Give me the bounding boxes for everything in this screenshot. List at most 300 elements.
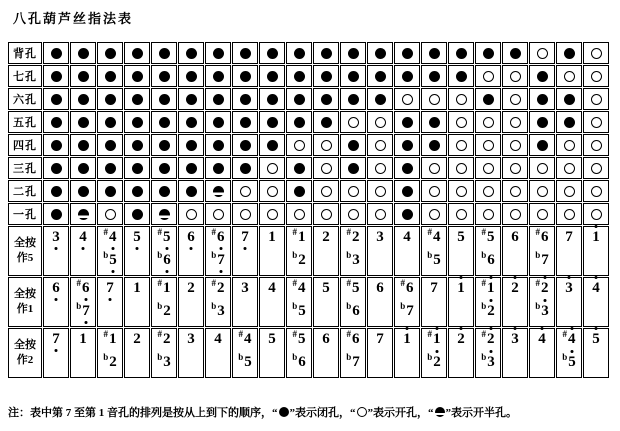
fingering-cell — [583, 88, 609, 110]
note-digit: 3 — [352, 252, 360, 268]
fingering-cell — [124, 157, 150, 179]
note-digit: 7 — [82, 303, 90, 319]
closed-hole-icon — [51, 48, 62, 59]
closed-hole-icon — [537, 140, 548, 151]
fingering-cell — [43, 88, 69, 110]
note-cell — [529, 328, 555, 378]
note-cell — [178, 226, 204, 276]
open-hole-icon — [321, 209, 332, 220]
sharp-sign: # — [346, 227, 351, 237]
fingering-cell — [178, 157, 204, 179]
open-hole-icon — [564, 71, 575, 82]
closed-hole-icon — [78, 186, 89, 197]
fingering-cell — [232, 111, 258, 133]
closed-hole-icon — [510, 48, 521, 59]
fingering-cell — [259, 180, 285, 202]
note-digit: 5 — [322, 280, 330, 296]
footnote-text-4: ”表示开半孔。 — [445, 407, 517, 419]
fingering-cell — [97, 203, 123, 225]
fingering-cell — [421, 203, 447, 225]
note-cell — [367, 277, 393, 327]
fingering-cell — [475, 157, 501, 179]
fingering-cell — [232, 42, 258, 64]
fingering-cell — [43, 180, 69, 202]
closed-hole-icon — [348, 94, 359, 105]
fingering-cell — [232, 88, 258, 110]
note-cell — [313, 328, 339, 378]
fingering-cell — [70, 134, 96, 156]
open-hole-icon — [510, 117, 521, 128]
fingering-cell — [448, 42, 474, 64]
fingering-cell — [124, 42, 150, 64]
note-digit: 7 — [565, 229, 573, 245]
closed-hole-icon — [402, 186, 413, 197]
note-digit: 4 — [298, 280, 306, 296]
open-hole-icon — [510, 94, 521, 105]
closed-hole-icon — [132, 117, 143, 128]
footnote — [8, 404, 616, 420]
sharp-sign: # — [481, 227, 486, 237]
fingering-cell — [502, 65, 528, 87]
note-cell — [340, 226, 366, 276]
fingering-cell — [151, 65, 177, 87]
note-digit: 6 — [163, 252, 171, 268]
note-digit: 5 — [298, 303, 306, 319]
note-digit: 3 — [376, 229, 384, 245]
open-hole-icon — [267, 163, 278, 174]
fingering-cell — [178, 111, 204, 133]
closed-hole-icon — [375, 71, 386, 82]
note-digit: 7 — [376, 331, 384, 347]
fingering-cell — [583, 111, 609, 133]
note-digit: 4 — [568, 331, 576, 347]
note-cell — [448, 328, 474, 378]
open-hole-icon — [348, 117, 359, 128]
note-digit: 6 — [187, 229, 195, 245]
open-hole-icon — [591, 71, 602, 82]
sharp-sign: # — [157, 227, 162, 237]
note-cell — [232, 277, 258, 327]
fingering-cell — [502, 180, 528, 202]
note-digit: 1 — [457, 280, 465, 296]
fingering-cell — [124, 203, 150, 225]
closed-hole-icon — [402, 117, 413, 128]
fingering-table — [8, 42, 609, 378]
open-hole-icon — [456, 94, 467, 105]
fingering-cell — [205, 42, 231, 64]
closed-hole-icon — [132, 186, 143, 197]
open-hole-icon — [483, 140, 494, 151]
fingering-cell — [583, 65, 609, 87]
fingering-cell — [367, 42, 393, 64]
closed-hole-icon — [240, 48, 251, 59]
fingering-cell — [529, 65, 555, 87]
fingering-cell — [151, 134, 177, 156]
closed-hole-icon — [132, 209, 143, 220]
fingering-cell — [448, 88, 474, 110]
flat-sign: b — [481, 250, 487, 260]
note-cell — [151, 226, 177, 276]
closed-hole-icon — [279, 407, 289, 417]
note-cell — [259, 328, 285, 378]
flat-sign: b — [211, 250, 217, 260]
fingering-cell — [124, 88, 150, 110]
flat-sign: b — [157, 301, 163, 311]
fingering-cell — [286, 111, 312, 133]
open-hole-icon — [564, 209, 575, 220]
fingering-cell — [259, 111, 285, 133]
fingering-cell — [448, 157, 474, 179]
closed-hole-icon — [294, 163, 305, 174]
closed-hole-icon — [402, 163, 413, 174]
closed-hole-icon — [159, 48, 170, 59]
note-digit: 2 — [109, 354, 117, 370]
note-cell — [529, 277, 555, 327]
note-digit: 7 — [541, 252, 549, 268]
fingering-cell — [232, 203, 258, 225]
note-digit: 6 — [406, 280, 414, 296]
sharp-sign: # — [157, 278, 162, 288]
note-digit: 7 — [406, 303, 414, 319]
open-hole-icon — [510, 163, 521, 174]
fingering-cell — [448, 180, 474, 202]
fingering-cell — [178, 203, 204, 225]
fingering-cell — [97, 157, 123, 179]
closed-hole-icon — [132, 71, 143, 82]
fingering-cell — [421, 134, 447, 156]
closed-hole-icon — [186, 71, 197, 82]
sharp-sign: # — [292, 227, 297, 237]
note-digit: 3 — [187, 331, 195, 347]
note-cell — [97, 277, 123, 327]
fingering-cell — [340, 88, 366, 110]
sharp-sign: # — [427, 329, 432, 339]
closed-hole-icon — [240, 71, 251, 82]
note-digit: 1 — [298, 229, 306, 245]
note-digit: 1 — [487, 280, 495, 296]
fingering-cell — [340, 157, 366, 179]
flat-sign: b — [292, 301, 298, 311]
closed-hole-icon — [429, 140, 440, 151]
closed-hole-icon — [105, 94, 116, 105]
closed-hole-icon — [159, 71, 170, 82]
fingering-cell — [556, 203, 582, 225]
note-digit: 4 — [538, 331, 546, 347]
note-digit: 7 — [217, 252, 225, 268]
sharp-sign: # — [535, 227, 540, 237]
sharp-sign: # — [562, 329, 567, 339]
closed-hole-icon — [51, 140, 62, 151]
fingering-cell — [475, 203, 501, 225]
fingering-cell — [529, 134, 555, 156]
note-digit: 5 — [433, 252, 441, 268]
note-digit: 2 — [541, 280, 549, 296]
fingering-cell — [529, 88, 555, 110]
open-hole-icon — [375, 209, 386, 220]
note-cell — [583, 226, 609, 276]
closed-hole-icon — [78, 163, 89, 174]
note-digit: 2 — [433, 354, 441, 370]
fingering-cell — [556, 111, 582, 133]
closed-hole-icon — [159, 186, 170, 197]
fingering-cell — [475, 134, 501, 156]
note-digit: 5 — [133, 229, 141, 245]
fingering-cell — [286, 65, 312, 87]
closed-hole-icon — [186, 117, 197, 128]
closed-hole-icon — [132, 94, 143, 105]
open-hole-icon — [267, 186, 278, 197]
sharp-sign: # — [535, 278, 540, 288]
open-hole-icon — [456, 163, 467, 174]
note-digit: 6 — [352, 303, 360, 319]
note-digit: 6 — [217, 229, 225, 245]
fingering-cell — [529, 180, 555, 202]
note-cell — [448, 226, 474, 276]
flat-sign: b — [76, 301, 82, 311]
fingering-cell — [232, 65, 258, 87]
closed-hole-icon — [78, 117, 89, 128]
flat-sign: b — [427, 352, 433, 362]
fingering-cell — [43, 134, 69, 156]
fingering-cell — [583, 180, 609, 202]
open-hole-icon — [357, 407, 367, 417]
open-hole-icon — [510, 140, 521, 151]
sharp-sign: # — [103, 227, 108, 237]
fingering-cell — [70, 180, 96, 202]
note-digit: 1 — [109, 331, 117, 347]
open-hole-icon — [267, 209, 278, 220]
note-cell — [502, 328, 528, 378]
fingering-cell — [151, 42, 177, 64]
fingering-cell — [178, 134, 204, 156]
closed-hole-icon — [402, 209, 413, 220]
fingering-cell — [367, 65, 393, 87]
note-cell — [556, 226, 582, 276]
fingering-cell — [97, 65, 123, 87]
flat-sign: b — [292, 250, 298, 260]
flat-sign: b — [427, 250, 433, 260]
open-hole-icon — [537, 209, 548, 220]
fingering-cell — [205, 134, 231, 156]
note-digit: 5 — [163, 229, 171, 245]
open-hole-icon — [510, 186, 521, 197]
fingering-cell — [259, 157, 285, 179]
flat-sign: b — [103, 352, 109, 362]
fingering-cell — [259, 42, 285, 64]
fingering-cell — [286, 88, 312, 110]
closed-hole-icon — [402, 48, 413, 59]
closed-hole-icon — [483, 94, 494, 105]
closed-hole-icon — [186, 163, 197, 174]
note-digit: 1 — [163, 280, 171, 296]
closed-hole-icon — [132, 48, 143, 59]
open-hole-icon — [321, 140, 332, 151]
closed-hole-icon — [348, 71, 359, 82]
fingering-cell — [367, 203, 393, 225]
fingering-cell — [421, 65, 447, 87]
fingering-cell — [448, 203, 474, 225]
closed-hole-icon — [375, 48, 386, 59]
sharp-sign: # — [292, 278, 297, 288]
fingering-cell — [394, 134, 420, 156]
flat-sign: b — [481, 301, 487, 311]
closed-hole-icon — [186, 48, 197, 59]
fingering-cell — [70, 157, 96, 179]
note-digit: 5 — [568, 354, 576, 370]
fingering-cell — [529, 42, 555, 64]
fingering-cell — [313, 111, 339, 133]
fingering-cell — [448, 111, 474, 133]
sharp-sign: # — [427, 227, 432, 237]
note-digit: 5 — [298, 331, 306, 347]
closed-hole-icon — [51, 163, 62, 174]
note-digit: 3 — [163, 354, 171, 370]
flat-sign: b — [346, 352, 352, 362]
note-digit: 1 — [79, 331, 87, 347]
fingering-cell — [43, 65, 69, 87]
closed-hole-icon — [564, 94, 575, 105]
fingering-cell — [421, 88, 447, 110]
note-digit: 3 — [541, 303, 549, 319]
note-cell — [502, 277, 528, 327]
closed-hole-icon — [402, 140, 413, 151]
closed-hole-icon — [213, 163, 224, 174]
fingering-cell — [475, 42, 501, 64]
closed-hole-icon — [240, 140, 251, 151]
closed-hole-icon — [294, 71, 305, 82]
open-hole-icon — [240, 209, 251, 220]
fingering-cell — [151, 111, 177, 133]
open-hole-icon — [348, 186, 359, 197]
note-digit: 1 — [433, 331, 441, 347]
fingering-cell — [556, 180, 582, 202]
open-hole-icon — [348, 209, 359, 220]
note-digit: 2 — [187, 280, 195, 296]
closed-hole-icon — [348, 140, 359, 151]
closed-hole-icon — [51, 71, 62, 82]
note-digit: 1 — [403, 331, 411, 347]
fingering-cell — [70, 111, 96, 133]
closed-hole-icon — [78, 71, 89, 82]
fingering-cell — [340, 42, 366, 64]
flat-sign: b — [400, 301, 406, 311]
sharp-sign: # — [481, 329, 486, 339]
closed-hole-icon — [132, 163, 143, 174]
note-digit: 5 — [592, 331, 600, 347]
closed-hole-icon — [240, 94, 251, 105]
fingering-cell — [421, 111, 447, 133]
closed-hole-icon — [51, 186, 62, 197]
open-hole-icon — [591, 48, 602, 59]
note-digit: 4 — [268, 280, 276, 296]
note-cell — [232, 328, 258, 378]
fingering-cell — [475, 65, 501, 87]
fingering-cell — [97, 42, 123, 64]
note-digit: 1 — [133, 280, 141, 296]
fingering-cell — [556, 134, 582, 156]
closed-hole-icon — [159, 163, 170, 174]
closed-hole-icon — [267, 117, 278, 128]
open-hole-icon — [375, 140, 386, 151]
fingering-cell — [556, 65, 582, 87]
note-cell — [313, 226, 339, 276]
note-digit: 1 — [268, 229, 276, 245]
note-digit: 6 — [82, 280, 90, 296]
flat-sign: b — [292, 352, 298, 362]
note-row-label: 全按 作2 — [8, 328, 42, 378]
note-digit: 2 — [163, 303, 171, 319]
open-hole-icon — [240, 186, 251, 197]
fingering-cell — [124, 180, 150, 202]
fingering-cell — [70, 65, 96, 87]
fingering-cell — [421, 42, 447, 64]
note-digit: 3 — [565, 280, 573, 296]
fingering-cell — [556, 157, 582, 179]
note-cell — [286, 226, 312, 276]
closed-hole-icon — [51, 94, 62, 105]
closed-hole-icon — [348, 163, 359, 174]
note-cell — [178, 277, 204, 327]
closed-hole-icon — [105, 163, 116, 174]
note-digit: 4 — [109, 229, 117, 245]
fingering-cell — [448, 65, 474, 87]
flat-sign: b — [346, 301, 352, 311]
note-cell — [70, 277, 96, 327]
fingering-cell — [70, 42, 96, 64]
half-open-hole-icon — [78, 209, 89, 220]
closed-hole-icon — [78, 48, 89, 59]
open-hole-icon — [429, 186, 440, 197]
fingering-cell — [232, 180, 258, 202]
closed-hole-icon — [267, 140, 278, 151]
flat-sign: b — [535, 301, 541, 311]
note-cell — [178, 328, 204, 378]
closed-hole-icon — [159, 94, 170, 105]
note-digit: 7 — [430, 280, 438, 296]
note-digit: 3 — [241, 280, 249, 296]
fingering-cell — [205, 88, 231, 110]
open-hole-icon — [591, 209, 602, 220]
sharp-sign: # — [157, 329, 162, 339]
fingering-cell — [394, 42, 420, 64]
flat-sign: b — [535, 250, 541, 260]
sharp-sign: # — [211, 278, 216, 288]
flat-sign: b — [562, 352, 568, 362]
hole-row-label: 一孔 — [8, 203, 42, 225]
closed-hole-icon — [186, 140, 197, 151]
fingering-cell — [340, 180, 366, 202]
half-open-hole-icon — [159, 209, 170, 220]
fingering-cell — [124, 111, 150, 133]
fingering-cell — [394, 111, 420, 133]
fingering-cell — [340, 134, 366, 156]
open-hole-icon — [213, 209, 224, 220]
note-digit: 4 — [592, 280, 600, 296]
closed-hole-icon — [159, 140, 170, 151]
open-hole-icon — [591, 186, 602, 197]
note-digit: 6 — [376, 280, 384, 296]
closed-hole-icon — [240, 163, 251, 174]
closed-hole-icon — [294, 48, 305, 59]
fingering-cell — [529, 111, 555, 133]
note-cell — [394, 277, 420, 327]
fingering-cell — [124, 65, 150, 87]
fingering-cell — [151, 157, 177, 179]
note-digit: 2 — [217, 280, 225, 296]
closed-hole-icon — [375, 94, 386, 105]
note-digit: 7 — [106, 280, 114, 296]
fingering-cell — [529, 157, 555, 179]
